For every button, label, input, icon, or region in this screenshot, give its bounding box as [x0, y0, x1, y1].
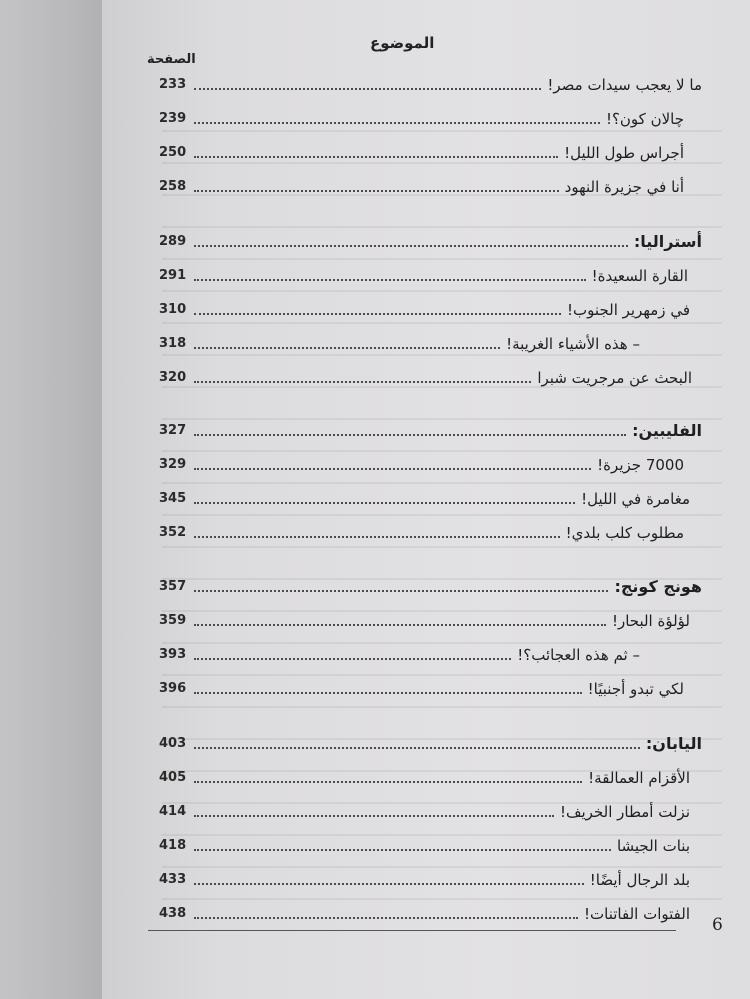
entry-page: 310: [159, 302, 187, 317]
entry-page: 418: [159, 838, 187, 853]
leader-dots: [194, 381, 531, 383]
entry-page: 239: [159, 111, 187, 126]
section-title: الفليبين:: [632, 421, 702, 440]
entry-page: 329: [159, 457, 187, 472]
entry-page: 438: [159, 906, 187, 921]
toc-entry: [102, 831, 750, 859]
entry-page: 396: [159, 681, 187, 696]
toc-section-entry: [102, 227, 750, 255]
leader-dots: [194, 917, 578, 919]
leader-dots: [194, 434, 626, 436]
entry-page: 318: [159, 336, 187, 351]
entry-page: 250: [159, 145, 187, 160]
entry-title: لؤلؤة البحار!: [611, 612, 690, 630]
toc-entry: [102, 138, 750, 166]
section-title: هونج كونج:: [614, 577, 702, 596]
entry-title: أنا في جزيرة النهود: [564, 178, 684, 196]
entry-page: 405: [159, 770, 187, 785]
entry-page: 233: [159, 77, 187, 92]
entry-page: 327: [159, 423, 187, 438]
section-title: اليابان:: [645, 734, 702, 753]
leader-dots: [194, 815, 554, 817]
toc-entry: [102, 674, 750, 702]
entry-title: القارة السعيدة!: [591, 267, 688, 285]
leader-dots: [194, 781, 582, 783]
entry-page: 320: [159, 370, 187, 385]
leader-dots: [194, 747, 640, 749]
entry-title: – هذه الأشياء الغريبة!: [506, 335, 640, 353]
entry-page: 403: [159, 736, 187, 751]
toc-entry: [102, 329, 750, 357]
leader-dots: [194, 190, 559, 192]
leader-dots: [194, 88, 541, 90]
toc-entry: [102, 104, 750, 132]
entry-page: 414: [159, 804, 187, 819]
leader-dots: [194, 313, 561, 315]
leader-dots: [194, 590, 608, 592]
entry-title: البحث عن مرجريت شبرا: [537, 369, 692, 387]
footer-rule: [148, 930, 676, 931]
leader-dots: [194, 245, 628, 247]
entry-page: 345: [159, 491, 187, 506]
leader-dots: [194, 279, 586, 281]
entry-title: چالان كون؟!: [605, 110, 684, 128]
toc-entry: [102, 763, 750, 791]
leader-dots: [194, 156, 558, 158]
toc-entry: [102, 261, 750, 289]
entry-page: 359: [159, 613, 187, 628]
leader-dots: [194, 502, 575, 504]
toc-entry: [102, 865, 750, 893]
entry-title: الفتوات الفاتنات!: [584, 905, 690, 923]
entry-page: 258: [159, 179, 187, 194]
entry-page: 291: [159, 268, 187, 283]
toc-entry: [102, 899, 750, 927]
toc-entry: [102, 172, 750, 200]
leader-dots: [194, 658, 511, 660]
column-page-label: الصفحة: [147, 52, 196, 67]
toc-section-entry: [102, 729, 750, 757]
entry-page: 289: [159, 234, 187, 249]
entry-title: الأقزام العمالقة!: [588, 769, 690, 787]
leader-dots: [194, 468, 591, 470]
entry-page: 352: [159, 525, 187, 540]
toc-entry: [102, 606, 750, 634]
entry-page: 357: [159, 579, 187, 594]
toc-header: [102, 34, 750, 74]
leader-dots: [194, 624, 606, 626]
leader-dots: [194, 122, 600, 124]
leader-dots: [194, 692, 582, 694]
toc-entry: [102, 518, 750, 546]
entry-title: مغامرة في الليل!: [581, 490, 690, 508]
toc-section-entry: [102, 416, 750, 444]
entry-title: بنات الجيشا: [616, 837, 690, 855]
entry-title: ما لا يعجب سيدات مصر!: [547, 76, 702, 94]
column-title: الموضوع: [370, 34, 435, 52]
entry-title: 7000 جزيرة!: [597, 456, 684, 474]
toc-section-entry: [102, 572, 750, 600]
entry-title: نزلت أمطار الخريف!: [559, 803, 690, 821]
entry-page: 433: [159, 872, 187, 887]
book-gutter: [0, 0, 112, 999]
toc-entry: [102, 70, 750, 98]
leader-dots: [194, 347, 500, 349]
leader-dots: [194, 883, 584, 885]
entry-page: 393: [159, 647, 187, 662]
page-number: 6: [712, 915, 723, 935]
entry-title: لكي تبدو أجنبيًا!: [587, 680, 684, 698]
entry-title: أجراس طول الليل!: [564, 144, 684, 162]
toc-entry: [102, 295, 750, 323]
section-title: أستراليا:: [633, 232, 702, 251]
toc-entry: [102, 450, 750, 478]
entry-title: بلد الرجال أيضًا!: [589, 871, 690, 889]
leader-dots: [194, 849, 611, 851]
entry-title: – ثم هذه العجائب؟!: [517, 646, 640, 664]
toc-entry: [102, 640, 750, 668]
book-page: [102, 0, 750, 999]
leader-dots: [194, 536, 560, 538]
entry-title: مطلوب كلب بلدي!: [565, 524, 684, 542]
toc-entry: [102, 797, 750, 825]
entry-title: في زمهرير الجنوب!: [567, 301, 690, 319]
toc-entry: [102, 363, 750, 391]
toc-entry: [102, 484, 750, 512]
